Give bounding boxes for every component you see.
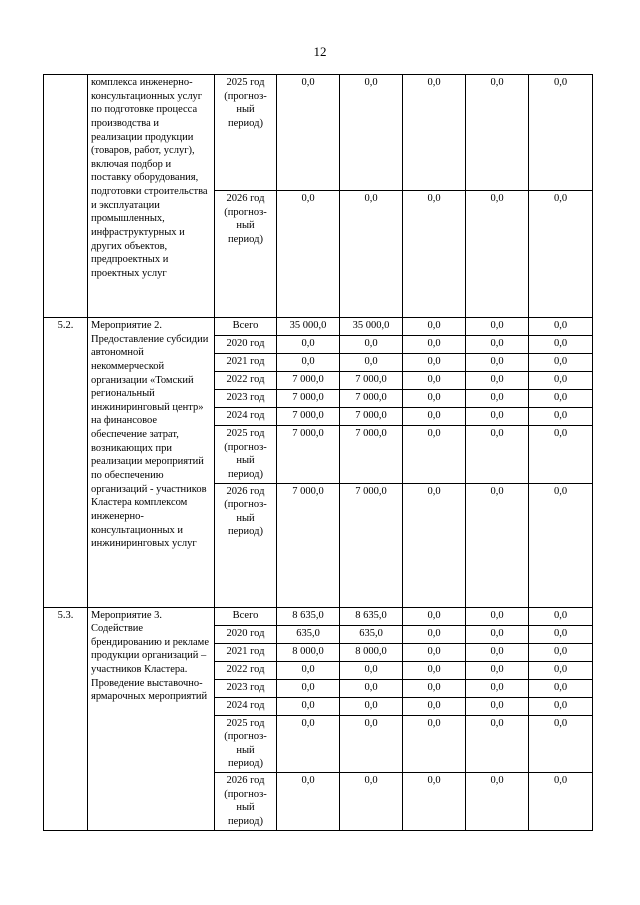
amount-cell: 0,0 <box>277 661 340 679</box>
amount-cell: 0,0 <box>277 75 340 191</box>
amount-cell: 0,0 <box>466 661 529 679</box>
amount-cell: 0,0 <box>340 715 403 773</box>
amount-cell: 7 000,0 <box>277 408 340 426</box>
amount-cell: 0,0 <box>340 679 403 697</box>
amount-cell: 0,0 <box>466 483 529 607</box>
amount-cell: 0,0 <box>403 483 466 607</box>
amount-cell: 0,0 <box>277 697 340 715</box>
amount-cell: 0,0 <box>403 773 466 831</box>
amount-cell: 0,0 <box>466 625 529 643</box>
item-description: Мероприятие 2. Предоставление субсидии автономной некоммерческой организации «Томский региональный инжиниринговый центр» на финансовое обеспечение затрат, возникающих при реализации мероприятий по обеспечению организаций - участников Кластера комплексом инженерно-консультационных и инжиниринговых услуг <box>88 318 215 608</box>
table-row <box>44 607 593 625</box>
page-number: 12 <box>313 44 327 59</box>
budget-table <box>43 74 593 831</box>
amount-cell: 0,0 <box>403 354 466 372</box>
amount-cell: 0,0 <box>529 607 593 625</box>
amount-cell: 0,0 <box>403 697 466 715</box>
amount-cell: 0,0 <box>340 773 403 831</box>
amount-cell: 0,0 <box>529 75 593 191</box>
amount-cell: 0,0 <box>403 715 466 773</box>
amount-cell: 0,0 <box>403 336 466 354</box>
amount-cell: 0,0 <box>340 354 403 372</box>
amount-cell: 7 000,0 <box>340 408 403 426</box>
amount-cell: 0,0 <box>466 697 529 715</box>
amount-cell: 0,0 <box>529 661 593 679</box>
amount-cell: 0,0 <box>466 191 529 318</box>
amount-cell: 0,0 <box>340 336 403 354</box>
amount-cell: 0,0 <box>340 661 403 679</box>
table-row <box>44 318 593 336</box>
year-cell: 2020 год <box>215 625 277 643</box>
year-cell: 2024 год <box>215 408 277 426</box>
amount-cell: 0,0 <box>529 715 593 773</box>
amount-cell: 7 000,0 <box>340 483 403 607</box>
amount-cell: 0,0 <box>529 191 593 318</box>
amount-cell: 0,0 <box>529 483 593 607</box>
amount-cell: 0,0 <box>277 715 340 773</box>
amount-cell: 0,0 <box>403 390 466 408</box>
item-number <box>44 75 88 318</box>
amount-cell: 0,0 <box>466 607 529 625</box>
amount-cell: 0,0 <box>466 336 529 354</box>
amount-cell: 0,0 <box>403 607 466 625</box>
year-cell: 2026 год (прогноз-ный период) <box>215 191 277 318</box>
amount-cell: 0,0 <box>529 773 593 831</box>
amount-cell: 0,0 <box>529 336 593 354</box>
year-cell: 2024 год <box>215 697 277 715</box>
amount-cell: 35 000,0 <box>340 318 403 336</box>
table-row <box>44 75 593 191</box>
amount-cell: 635,0 <box>340 625 403 643</box>
amount-cell: 7 000,0 <box>277 483 340 607</box>
amount-cell: 0,0 <box>466 354 529 372</box>
amount-cell: 0,0 <box>403 318 466 336</box>
amount-cell: 0,0 <box>277 354 340 372</box>
year-cell: Всего <box>215 607 277 625</box>
amount-cell: 0,0 <box>466 318 529 336</box>
amount-cell: 0,0 <box>340 75 403 191</box>
amount-cell: 7 000,0 <box>277 390 340 408</box>
amount-cell: 0,0 <box>529 625 593 643</box>
amount-cell: 0,0 <box>403 661 466 679</box>
amount-cell: 0,0 <box>403 75 466 191</box>
amount-cell: 8 000,0 <box>277 643 340 661</box>
year-cell: 2021 год <box>215 643 277 661</box>
amount-cell: 635,0 <box>277 625 340 643</box>
amount-cell: 0,0 <box>466 643 529 661</box>
year-cell: 2020 год <box>215 336 277 354</box>
item-number: 5.2. <box>44 318 88 608</box>
amount-cell: 8 000,0 <box>340 643 403 661</box>
amount-cell: 0,0 <box>466 426 529 484</box>
amount-cell: 0,0 <box>277 773 340 831</box>
year-cell: 2025 год (прогноз-ный период) <box>215 75 277 191</box>
amount-cell: 0,0 <box>277 336 340 354</box>
amount-cell: 0,0 <box>529 697 593 715</box>
amount-cell: 7 000,0 <box>277 372 340 390</box>
year-cell: 2025 год (прогноз-ный период) <box>215 715 277 773</box>
amount-cell: 0,0 <box>277 679 340 697</box>
year-cell: 2026 год (прогноз-ный период) <box>215 773 277 831</box>
amount-cell: 0,0 <box>529 426 593 484</box>
amount-cell: 35 000,0 <box>277 318 340 336</box>
amount-cell: 0,0 <box>466 715 529 773</box>
amount-cell: 7 000,0 <box>340 390 403 408</box>
amount-cell: 0,0 <box>466 390 529 408</box>
amount-cell: 0,0 <box>529 679 593 697</box>
year-cell: 2026 год (прогноз-ный период) <box>215 483 277 607</box>
amount-cell: 0,0 <box>466 408 529 426</box>
amount-cell: 8 635,0 <box>277 607 340 625</box>
amount-cell: 0,0 <box>277 191 340 318</box>
amount-cell: 7 000,0 <box>277 426 340 484</box>
item-number: 5.3. <box>44 607 88 831</box>
amount-cell: 0,0 <box>529 390 593 408</box>
item-description: комплекса инженерно-консультационных услуг по подготовке процесса производства и реализации продукции (товаров, работ, услуг), включая подбор и поставку оборудования, подготовки строительства и эксплуатации промышленных, инфраструктурных и других объектов, предпроектных и проектных услуг <box>88 75 215 318</box>
amount-cell: 0,0 <box>403 679 466 697</box>
amount-cell: 0,0 <box>466 773 529 831</box>
item-description: Мероприятие 3. Содействие брендированию и рекламе продукции организаций – участников Кластера. Проведение выставочно-ярмарочных мероприятий <box>88 607 215 831</box>
year-cell: 2025 год (прогноз-ный период) <box>215 426 277 484</box>
year-cell: 2023 год <box>215 679 277 697</box>
amount-cell: 7 000,0 <box>340 426 403 484</box>
year-cell: 2022 год <box>215 372 277 390</box>
amount-cell: 0,0 <box>466 75 529 191</box>
amount-cell: 0,0 <box>340 191 403 318</box>
amount-cell: 0,0 <box>466 372 529 390</box>
amount-cell: 0,0 <box>403 372 466 390</box>
year-cell: 2021 год <box>215 354 277 372</box>
amount-cell: 0,0 <box>340 697 403 715</box>
year-cell: 2022 год <box>215 661 277 679</box>
amount-cell: 7 000,0 <box>340 372 403 390</box>
amount-cell: 8 635,0 <box>340 607 403 625</box>
amount-cell: 0,0 <box>403 191 466 318</box>
amount-cell: 0,0 <box>529 318 593 336</box>
amount-cell: 0,0 <box>403 408 466 426</box>
year-cell: Всего <box>215 318 277 336</box>
amount-cell: 0,0 <box>403 426 466 484</box>
amount-cell: 0,0 <box>529 643 593 661</box>
year-cell: 2023 год <box>215 390 277 408</box>
amount-cell: 0,0 <box>529 372 593 390</box>
amount-cell: 0,0 <box>403 643 466 661</box>
amount-cell: 0,0 <box>529 354 593 372</box>
amount-cell: 0,0 <box>403 625 466 643</box>
amount-cell: 0,0 <box>529 408 593 426</box>
amount-cell: 0,0 <box>466 679 529 697</box>
